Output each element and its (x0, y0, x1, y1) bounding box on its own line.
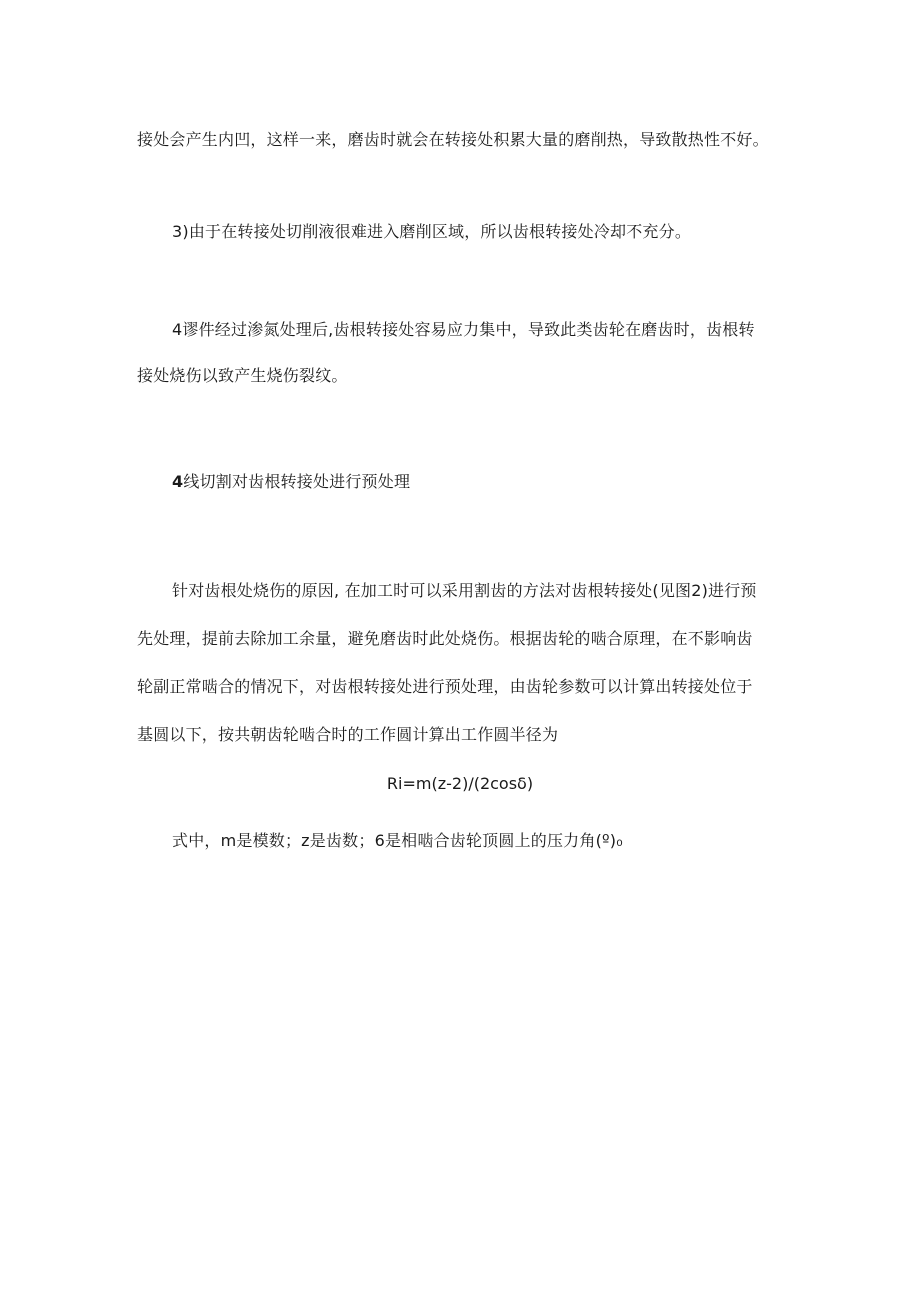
body-paragraph-line-1: 针对齿根处烧伤的原因, 在加工时可以采用割齿的方法对齿根转接处(见图2)进行预 (172, 581, 757, 600)
formula: Ri=m(z-2)/(2cosδ) (386, 774, 534, 793)
paragraph-1-line-1: 接处会产生内凹，这样一来，磨齿时就会在转接处积累大量的磨削热，导致散热性不好。 (137, 130, 769, 149)
paragraph-3-line-1: 4谬件经过渗氮处理后,齿根转接处容易应力集中，导致此类齿轮在磨齿时，齿根转 (172, 320, 755, 339)
body-paragraph-line-2: 先处理，提前去除加工余量，避免磨齿时此处烧伤。根据齿轮的啮合原理，在不影响齿 (137, 629, 753, 648)
body-paragraph-line-4: 基圆以下，按共朝齿轮啮合时的工作圆计算出工作圆半径为 (137, 725, 559, 744)
paragraph-3-line-2: 接处烧伤以致产生烧伤裂纹。 (137, 366, 348, 385)
formula-note: 式中，m是模数；z是齿数；6是相啮合齿轮顶圆上的压力角(º)₀ (172, 831, 623, 850)
section-heading-text: 线切割对齿根转接处进行预处理 (183, 472, 411, 491)
paragraph-2-line-1: 3)由于在转接处切削液很难进入磨削区域，所以齿根转接处冷却不充分。 (172, 222, 692, 241)
section-heading (172, 472, 410, 492)
section-heading-number: 4 (172, 472, 184, 491)
body-paragraph-line-3: 轮副正常啮合的情况下，对齿根转接处进行预处理，由齿轮参数可以计算出转接处位于 (137, 677, 753, 696)
